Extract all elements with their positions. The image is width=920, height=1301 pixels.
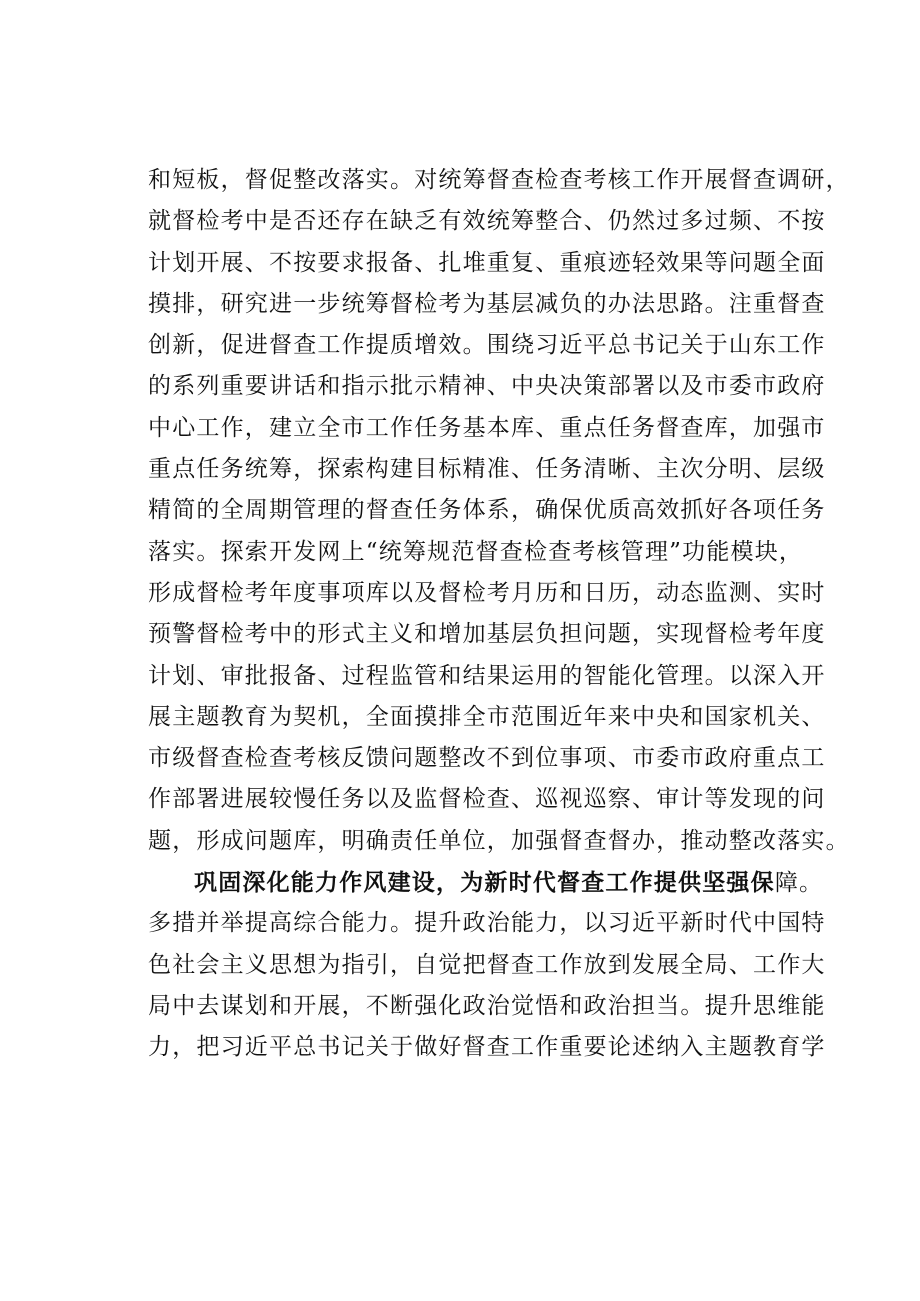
text-line: 落实。探索开发网上“统筹规范督查检查考核管理”功能模块， — [148, 538, 804, 565]
text-line: 预警督检考中的形式主义和增加基层负担问题，实现督检考年度 — [148, 621, 826, 648]
text-line: 局中去谋划和开展，不断强化政治觉悟和政治担当。提升思维能 — [148, 992, 826, 1019]
text-line: 色社会主义思想为指引，自觉把督查工作放到发展全局、工作大 — [148, 951, 826, 978]
text-line: 计划开展、不按要求报备、扎堆重复、重痕迹轻效果等问题全面 — [148, 249, 826, 276]
text-line: 就督检考中是否还存在缺乏有效统筹整合、仍然过多过频、不按 — [148, 208, 826, 235]
text-line: 创新，促进督查工作提质增效。围绕习近平总书记关于山东工作 — [148, 332, 826, 359]
text-line: 重点任务统筹，探索构建目标精准、任务清晰、主次分明、层级 — [148, 456, 826, 483]
text-line: 形成督检考年度事项库以及督检考月历和日历，动态监测、实时 — [148, 579, 826, 606]
body-text — [148, 160, 850, 1069]
text-line: 和短板，督促整改落实。对统筹督查检查考核工作开展督查调研， — [148, 167, 850, 193]
text-line: 摸排，研究进一步统筹督检考为基层减负的办法思路。注重督查 — [148, 290, 826, 317]
text-line: 多措并举提高综合能力。提升政治能力，以习近平新时代中国特 — [148, 910, 826, 937]
text-line: 作部署进展较慢任务以及监督检查、巡视巡察、审计等发现的问 — [148, 786, 826, 813]
text-line: 的系列重要讲话和指示批示精神、中央决策部署以及市委市政府 — [148, 373, 826, 400]
section-heading-tail: 障。 — [774, 870, 824, 897]
text-line: 力，把习近平总书记关于做好督查工作重要论述纳入主题教育学 — [148, 1034, 826, 1061]
text-line: 展主题教育为契机，全面摸排全市范围近年来中央和国家机关、 — [148, 703, 826, 730]
section-heading: 巩固深化能力作风建设，为新时代督查工作提供坚强保 — [194, 869, 775, 897]
text-line: 市级督查检查考核反馈问题整改不到位事项、市委市政府重点工 — [148, 745, 826, 772]
text-line: 精简的全周期管理的督查任务体系，确保优质高效抓好各项任务 — [148, 497, 826, 524]
text-line: 中心工作，建立全市工作任务基本库、重点任务督查库，加强市 — [148, 414, 826, 441]
section-heading-line — [148, 862, 824, 903]
text-line: 题，形成问题库，明确责任单位，加强督查督办，推动整改落实。 — [148, 827, 850, 854]
text-line: 计划、审批报备、过程监管和结果运用的智能化管理。以深入开 — [148, 662, 826, 689]
